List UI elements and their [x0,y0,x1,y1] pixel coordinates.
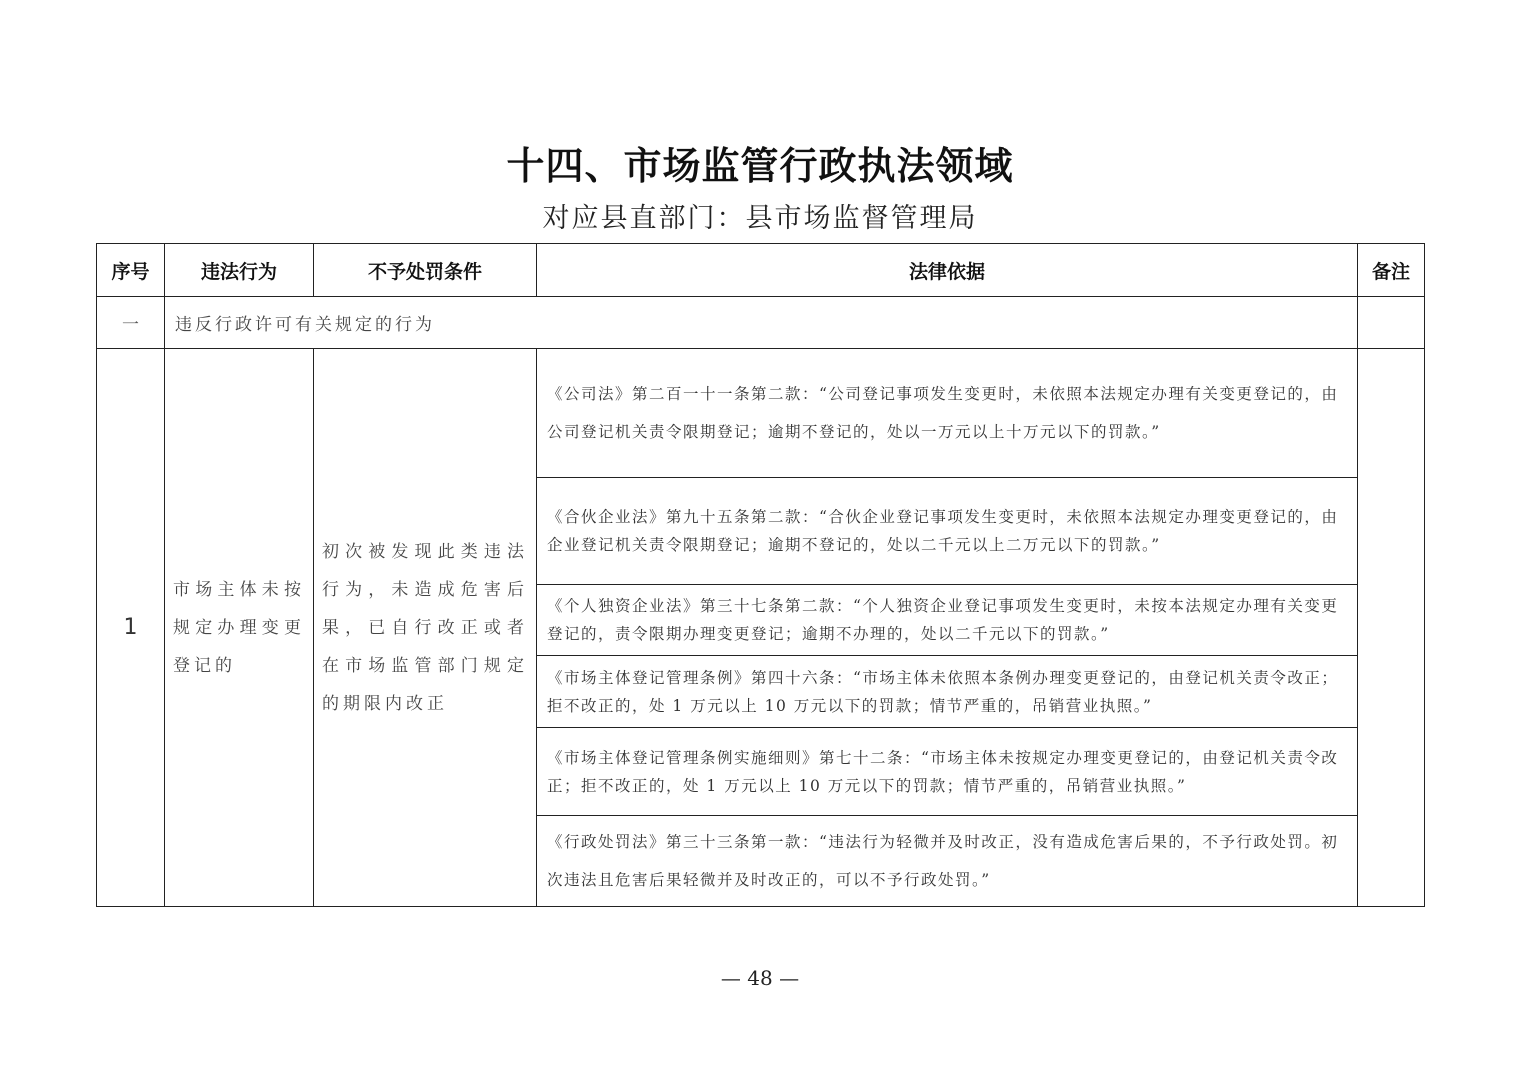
row-legal-basis [537,349,1358,907]
legal-basis-item [537,728,1357,816]
legal-basis-text: 《市场主体登记管理条例实施细则》第七十二条：“市场主体未按规定办理变更登记的，由登记机关责令改正；拒不改正的，处 1 万元以上 10 万元以下的罚款；情节严重的，吊销营业执照。” [547,748,1339,795]
penalty-exemption-table [96,243,1425,907]
legal-basis-text: 《合伙企业法》第九十五条第二款：“合伙企业登记事项发生变更时，未依照本法规定办理变更登记的，由企业登记机关责令限期登记；逾期不登记的，处以二千元以上二万元以下的罚款。” [547,508,1339,554]
header-behavior: 违法行为 [165,244,314,297]
table-header-row [97,244,1425,297]
legal-basis-text: 《个人独资企业法》第三十七条第二款：“个人独资企业登记事项发生变更时，未按本法规定办理有关变更登记的，责令限期办理变更登记；逾期不办理的，处以二千元以下的罚款。” [547,597,1339,643]
header-condition: 不予处罚条件 [314,244,537,297]
header-legal-basis: 法律依据 [537,244,1358,297]
table-row [97,349,1425,907]
legal-basis-item [537,656,1357,728]
page-title: 十四、市场监管行政执法领域 [506,144,1014,188]
row-remarks [1358,349,1425,907]
page-number: — 48 — [720,966,800,990]
category-row [97,297,1425,349]
department-subtitle: 对应县直部门：县市场监督管理局 [542,203,978,234]
legal-basis-item [537,349,1357,478]
header-remarks: 备注 [1358,244,1425,297]
legal-basis-text: 《公司法》第二百一十一条第二款：“公司登记事项发生变更时，未依照本法规定办理有关变更登记的，由公司登记机关责令限期登记；逾期不登记的，处以一万元以上十万元以下的罚款。” [547,385,1339,441]
row-condition: 初次被发现此类违法行为，未造成危害后果，已自行改正或者在市场监管部门规定的期限内改正 [314,349,537,907]
category-number: 一 [97,297,165,349]
legal-basis-text: 《市场主体登记管理条例》第四十六条：“市场主体未依照本条例办理变更登记的，由登记机关责令改正；拒不改正的，处 1 万元以上 10 万元以下的罚款；情节严重的，吊销营业执照。” [547,668,1339,715]
legal-basis-item [537,585,1357,656]
row-behavior: 市场主体未按规定办理变更登记的 [165,349,314,907]
legal-basis-text: 《行政处罚法》第三十三条第一款：“违法行为轻微并及时改正，没有造成危害后果的，不予行政处罚。初次违法且危害后果轻微并及时改正的，可以不予行政处罚。” [547,833,1339,889]
category-remarks [1358,297,1425,349]
category-label: 违反行政许可有关规定的行为 [165,297,1358,349]
legal-basis-item [537,816,1357,906]
row-seq: 1 [97,349,165,907]
header-seq: 序号 [97,244,165,297]
legal-basis-item [537,478,1357,585]
